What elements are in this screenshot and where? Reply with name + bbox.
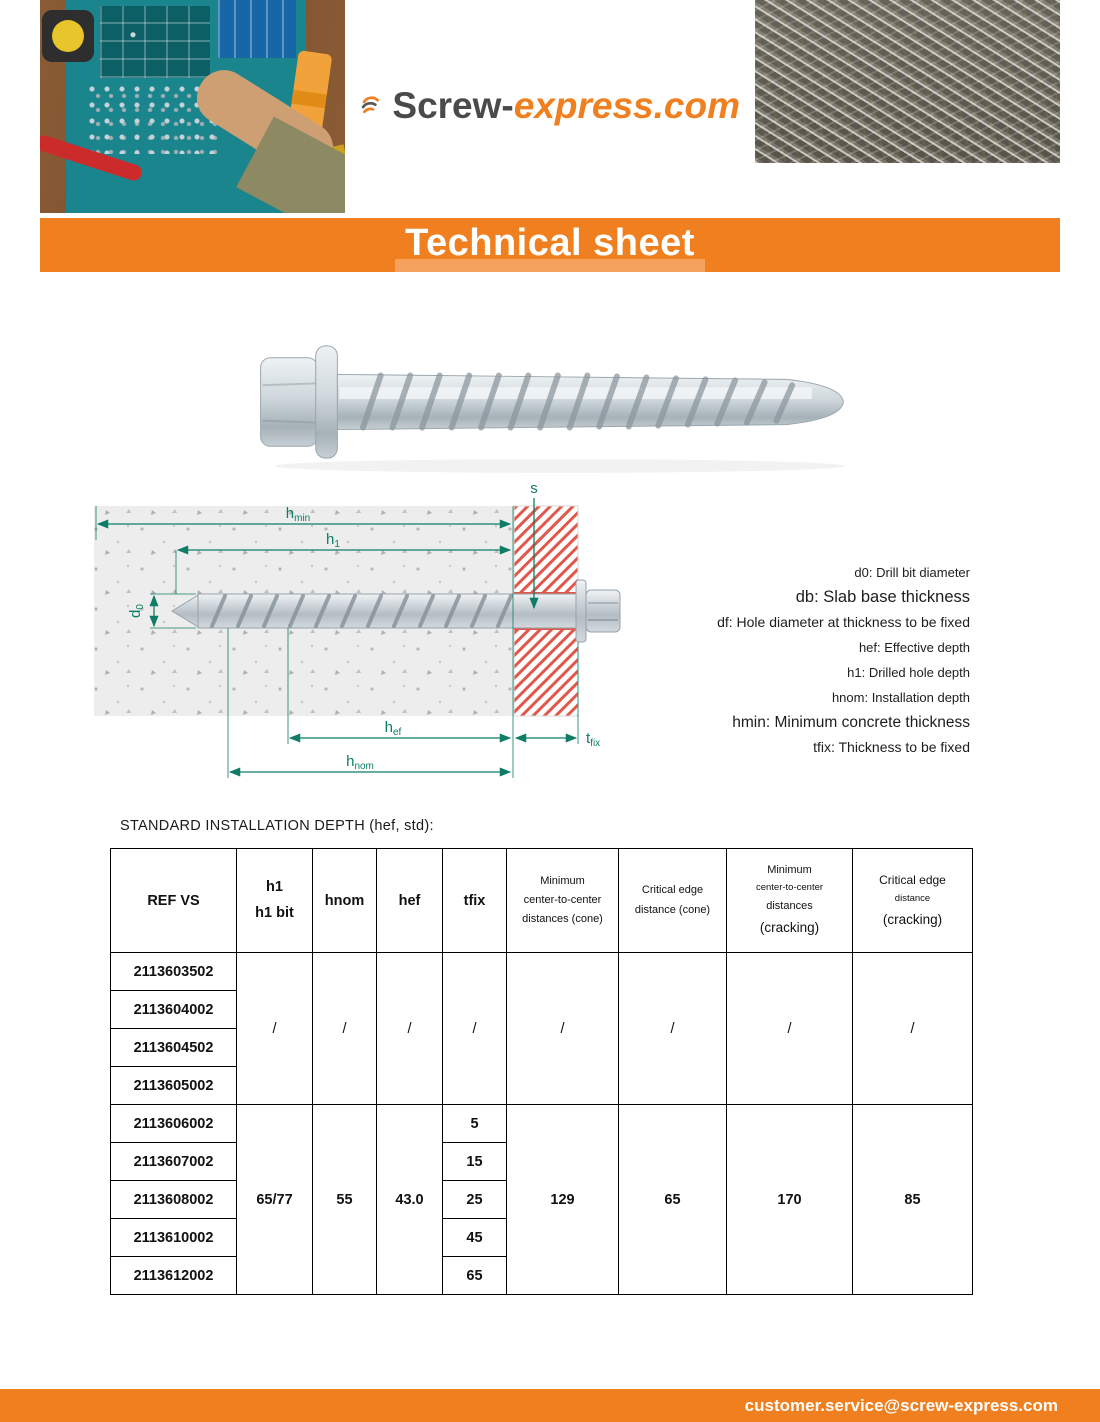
ref-cell: 2113604002 — [111, 991, 237, 1029]
diagram-legend — [540, 560, 970, 760]
hef-cell: 43.0 — [377, 1105, 443, 1295]
ref-cell: 2113605002 — [111, 1067, 237, 1105]
footer-email-link[interactable]: customer.service@screw-express.com — [744, 1395, 1058, 1415]
ref-cell: 2113604502 — [111, 1029, 237, 1067]
legend-db: db: Slab base thickness — [795, 588, 970, 606]
label-d0: $d_0$ — [127, 604, 146, 618]
legend-df: df: Hole diameter at thickness to be fixed — [717, 614, 970, 630]
edge-cone-cell: 65 — [619, 1105, 727, 1295]
tfix-cell: 65 — [443, 1257, 507, 1295]
h1-cell: / — [237, 953, 313, 1105]
label-tfix: $t_{fix}$ — [586, 730, 601, 749]
legend-tfix: tfix: Thickness to be fixed — [813, 739, 970, 755]
photo-left-tape-measure — [42, 10, 94, 62]
photo-left-blue-box — [218, 0, 296, 58]
label-hef: $h_{ef}$ — [384, 719, 402, 738]
header-banner — [40, 0, 1060, 215]
tfix-cell: 45 — [443, 1219, 507, 1257]
label-hnom: $h_{nom}$ — [346, 753, 374, 772]
page-title: Technical sheet — [405, 222, 695, 264]
logo — [360, 64, 740, 148]
logo-text-secondary: express.com — [513, 85, 740, 126]
ref-cell: 2113608002 — [111, 1181, 237, 1219]
hef-cell: / — [377, 953, 443, 1105]
label-s: s — [530, 480, 538, 497]
legend-hmin: hmin: Minimum concrete thickness — [732, 714, 970, 731]
c2c-cone-cell: / — [507, 953, 619, 1105]
col-header-c2c-cracking: Minimum center-to-center distances (cracking) — [727, 849, 853, 953]
ref-cell: 2113606002 — [111, 1105, 237, 1143]
logo-text — [392, 85, 740, 127]
c2c-cone-cell: 129 — [507, 1105, 619, 1295]
title-band-reflection — [395, 259, 705, 272]
edge-cone-cell: / — [619, 953, 727, 1105]
legend-d0: d0: Drill bit diameter — [854, 565, 970, 580]
hnom-cell: / — [313, 953, 377, 1105]
col-header-edge-cracking: Critical edge distance (cracking) — [853, 849, 973, 953]
label-hmin: $h_{min}$ — [285, 505, 311, 524]
edge-cracking-cell: / — [853, 953, 973, 1105]
c2c-cracking-cell: / — [727, 953, 853, 1105]
ref-cell: 2113612002 — [111, 1257, 237, 1295]
col-header-edge-cone: Critical edge distance (cone) — [619, 849, 727, 953]
standard-depth-label: STANDARD INSTALLATION DEPTH (hef, std): — [120, 818, 434, 834]
ref-cell: 2113603502 — [111, 953, 237, 991]
tfix-cell: 25 — [443, 1181, 507, 1219]
photo-right-screws — [755, 0, 1060, 163]
legend-h1: h1: Drilled hole depth — [847, 665, 970, 680]
col-header-h1: h1 h1 bit — [237, 849, 313, 953]
product-screw-image — [235, 328, 865, 476]
title-band — [40, 218, 1060, 272]
logo-text-primary: Screw- — [392, 85, 514, 126]
tfix-cell: 15 — [443, 1143, 507, 1181]
tfix-cell: 5 — [443, 1105, 507, 1143]
col-header-ref: REF VS — [111, 849, 237, 953]
ref-cell: 2113610002 — [111, 1219, 237, 1257]
edge-cracking-cell: 85 — [853, 1105, 973, 1295]
photo-left-tools — [40, 0, 345, 213]
tfix-cell: / — [443, 953, 507, 1105]
col-header-hef: hef — [377, 849, 443, 953]
legend-hef: hef: Effective depth — [858, 640, 970, 655]
c2c-cracking-cell: 170 — [727, 1105, 853, 1295]
footer-bar — [0, 1389, 1100, 1422]
hnom-cell: 55 — [313, 1105, 377, 1295]
photo-left-parts-box — [100, 6, 210, 78]
col-header-hnom: hnom — [313, 849, 377, 953]
h1-cell: 65/77 — [237, 1105, 313, 1295]
logo-swoosh-icon — [360, 77, 380, 135]
label-h1: $h_1$ — [326, 531, 340, 550]
legend-hnom: hnom: Installation depth — [831, 690, 970, 705]
table-row — [111, 1105, 973, 1143]
col-header-c2c-cone: Minimum center-to-center distances (cone) — [507, 849, 619, 953]
col-header-tfix: tfix — [443, 849, 507, 953]
table-header-row — [111, 849, 973, 953]
table-row — [111, 953, 973, 991]
ref-cell: 2113607002 — [111, 1143, 237, 1181]
spec-table — [110, 848, 973, 1295]
